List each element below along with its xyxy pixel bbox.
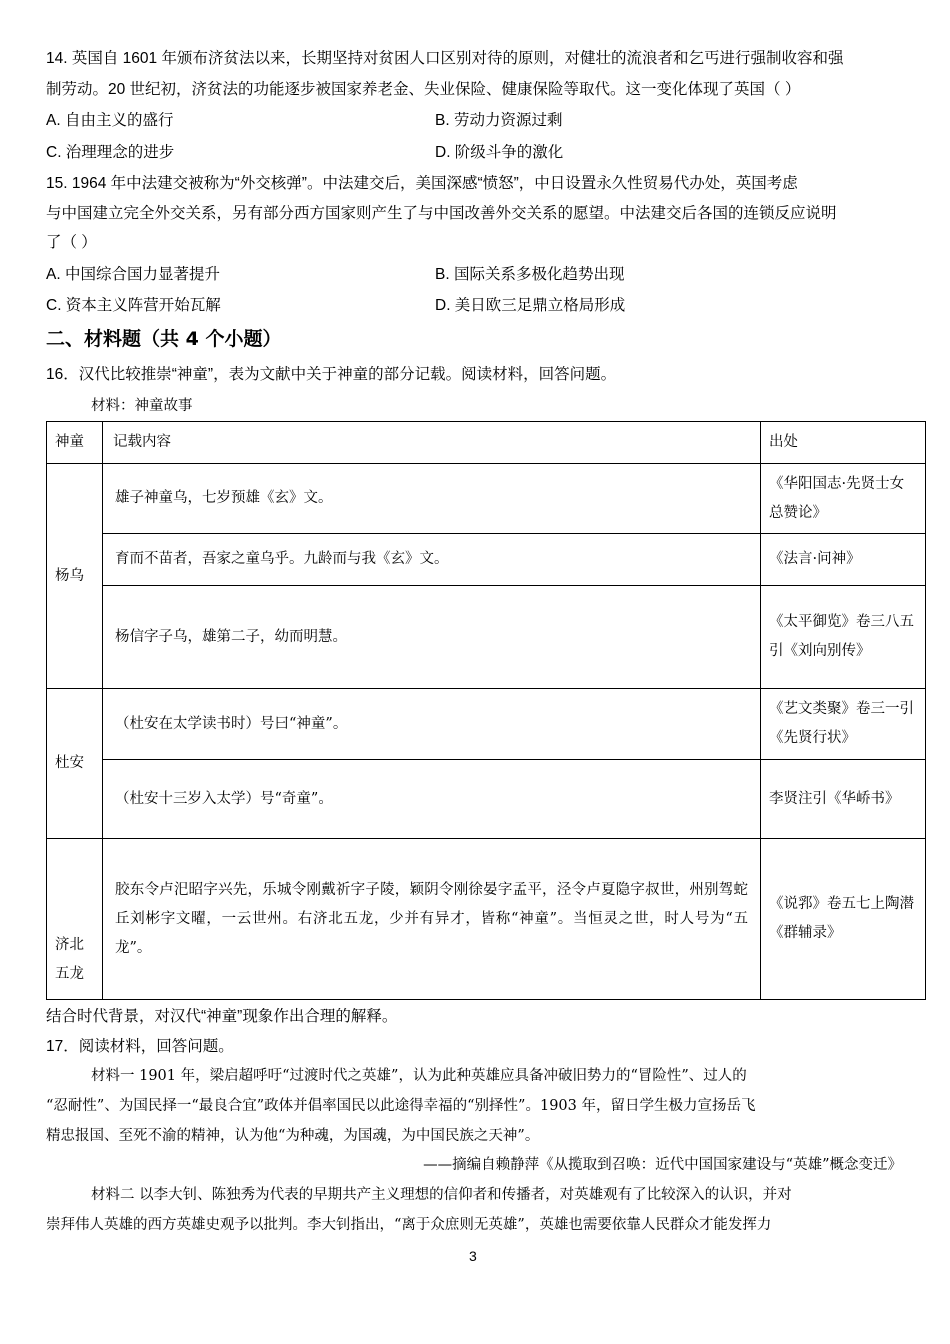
table-source-cell: 《太平御览》卷三八五引《刘向别传》 — [761, 586, 926, 689]
q17-material1-line3: 精忠报国、至死不渝的精神，认为他“为种魂，为国魂，为中国民族之天神”。 — [46, 1128, 540, 1144]
q14-option-a: A. 自由主义的盛行 — [46, 112, 174, 129]
q17-intro: 17．阅读材料，回答问题。 — [46, 1038, 234, 1055]
shentong-table — [46, 421, 926, 1000]
table-row — [47, 839, 926, 1000]
table-content-cell: （杜安在太学读书时）号曰“神童”。 — [103, 689, 761, 760]
table-row — [47, 689, 926, 760]
q15-option-d: D. 美日欧三足鼎立格局形成 — [435, 297, 626, 314]
table-header-row — [47, 422, 926, 464]
table-source-cell: 李贤注引《华峤书》 — [761, 760, 926, 839]
q15-stem-line2: 与中国建立完全外交关系，另有部分西方国家则产生了与中国改善外交关系的愿望。中法建交后各国的连锁反应说明 — [46, 205, 837, 222]
q14-stem-line1: 14. 英国自 1601 年颁布济贫法以来，长期坚持对贫困人口区别对待的原则，对健壮的流浪者和乞丐进行强制收容和强 — [46, 50, 844, 67]
table-header-cell: 记载内容 — [103, 422, 761, 464]
table-content-cell: 育而不苗者，吾家之童乌乎。九龄而与我《玄》文。 — [103, 534, 761, 586]
table-header-cell: 神童 — [47, 422, 103, 464]
table-name-cell: 济北五龙 — [47, 839, 103, 1000]
table-content-cell: 胶东令卢汜昭字兴先，乐城令刚戴祈字子陵，颖阴令刚徐晏字孟平，泾令卢夏隐字叔世，州别驾蛇丘刘彬字文曜，一云世州。右济北五龙，少并有异才，皆称“神童”。当恒灵之世，时人号为“五龙”。 — [103, 839, 761, 1000]
q16-question: 结合时代背景，对汉代“神童”现象作出合理的解释。 — [46, 1008, 398, 1025]
table-row — [47, 760, 926, 839]
q15-stem-line3: 了（ ） — [46, 234, 97, 251]
q14-option-d: D. 阶级斗争的激化 — [435, 144, 564, 161]
q14-option-c: C. 治理理念的进步 — [46, 144, 175, 161]
table-name-cell: 杨乌 — [47, 464, 103, 689]
q14-stem-line2: 制劳动。20 世纪初，济贫法的功能逐步被国家养老金、失业保险、健康保险等取代。这一变化体现了英国（ ） — [46, 81, 801, 98]
table-source-cell: 《艺文类聚》卷三一引《先贤行状》 — [761, 689, 926, 760]
table-name-cell: 杜安 — [47, 689, 103, 839]
table-row — [47, 586, 926, 689]
q17-material1-line1: 材料一 1901 年，梁启超呼吁“过渡时代之英雄”，认为此种英雄应具备冲破旧势力的“冒险性”、过人的 — [91, 1068, 747, 1084]
table-content-cell: 雄子神童乌，七岁预雄《玄》文。 — [103, 464, 761, 534]
table-content-cell: （杜安十三岁入太学）号“奇童”。 — [103, 760, 761, 839]
q17-material2-line2: 崇拜伟人英雄的西方英雄史观予以批判。李大钊指出，“离于众庶则无英雄”，英雄也需要依靠人民群众才能发挥力 — [46, 1217, 772, 1233]
table-header-cell: 出处 — [761, 422, 926, 464]
table-source-cell: 《法言·问神》 — [761, 534, 926, 586]
q16-intro: 16．汉代比较推崇“神童”，表为文献中关于神童的部分记载。阅读材料，回答问题。 — [46, 366, 617, 383]
table-row — [47, 534, 926, 586]
q17-material1-citation: ——摘编自赖静萍《从揽取到召唤：近代中国国家建设与“英雄”概念变迁》 — [423, 1157, 902, 1173]
q15-stem-line1: 15. 1964 年中法建交被称为“外交核弹”。中法建交后，美国深感“愤怒”，中日设置永久性贸易代办处，英国考虑 — [46, 175, 798, 192]
q15-option-a: A. 中国综合国力显著提升 — [46, 266, 220, 283]
q16-material-label: 材料：神童故事 — [91, 398, 193, 414]
table-source-cell: 《说郛》卷五七上陶潜《群辅录》 — [761, 839, 926, 1000]
table-content-cell: 杨信字子乌，雄第二子，幼而明慧。 — [103, 586, 761, 689]
table-source-cell: 《华阳国志·先贤士女总赞论》 — [761, 464, 926, 534]
q15-option-c: C. 资本主义阵营开始瓦解 — [46, 297, 221, 314]
q15-option-b: B. 国际关系多极化趋势出现 — [435, 266, 625, 283]
page-number: 3 — [469, 1248, 477, 1264]
section-heading: 二、材料题（共 4 个小题） — [46, 328, 282, 350]
table-row — [47, 464, 926, 534]
q14-option-b: B. 劳动力资源过剩 — [435, 112, 563, 129]
q17-material2-line1: 材料二 以李大钊、陈独秀为代表的早期共产主义理想的信仰者和传播者，对英雄观有了比较深入的认识，并对 — [91, 1187, 792, 1203]
q17-material1-line2: “忍耐性”、为国民择一“最良合宜”政体并倡率国民以此途得幸福的“别择性”。1903 年，留日学生极力宣扬岳飞 — [46, 1098, 756, 1114]
